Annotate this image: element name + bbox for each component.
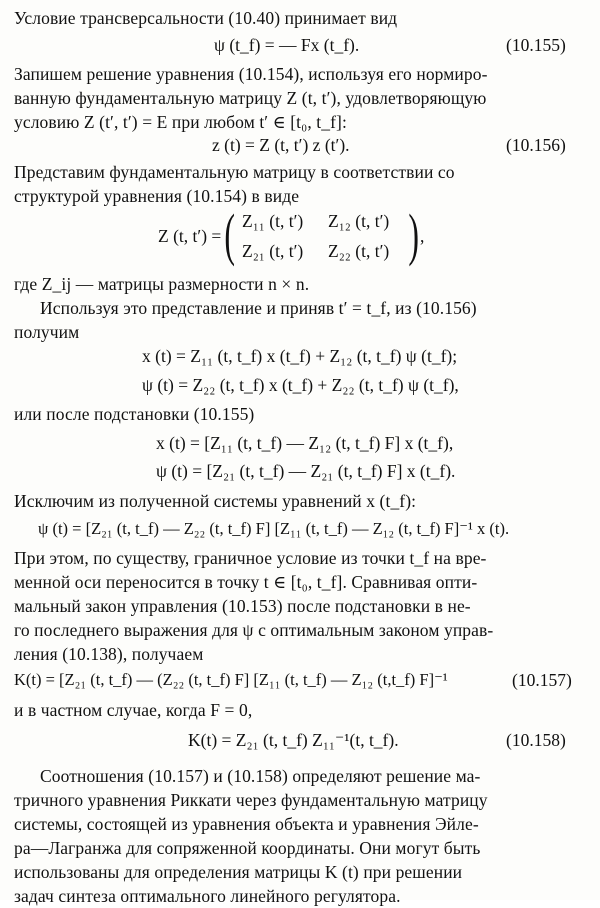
text-line: условию Z (t′, t′) = E при любом t′ ∈ [t₀, t_f]: [14, 112, 347, 132]
text-line: мальный закон управления (10.153) после подстановки в не- [14, 596, 471, 616]
text-line: Соотношения (10.157) и (10.158) определяют решение ма- [40, 766, 481, 786]
text-line: ра—Лагранжа для сопряженной координаты. Они могут быть [14, 838, 481, 858]
text-line: использованы для определения матрицы K (t) при решении [14, 862, 463, 882]
text-line: системы, состоящей из уравнения объекта и уравнения Эйле- [14, 814, 479, 834]
equation-psi-2: ψ (t) = [Z₂₁ (t, t_f) — Z₂₁ (t, t_f) F] x (t_f). [156, 461, 456, 481]
equation-number-10-155: (10.155) [506, 35, 566, 55]
text-line: или после подстановки (10.155) [14, 404, 255, 424]
text-line: менной оси переносится в точку t ∈ [t₀, t_f]. Сравнивая опти- [14, 572, 478, 592]
paragraph-eliminate [14, 489, 582, 513]
text-line: При этом, по существу, граничное условие из точки t_f на вре- [14, 548, 487, 568]
equation-10-155: ψ (t_f) = — Fx (t_f). [214, 35, 360, 55]
text-line: где Z_ij — матрицы размерности n × n. [14, 274, 310, 294]
paragraph-solution [14, 62, 582, 134]
left-parenthesis: ( [224, 202, 235, 267]
equation-number-10-157: (10.157) [512, 670, 572, 690]
paragraph-matrix-size [14, 272, 582, 296]
text-line: получим [14, 322, 80, 342]
equation-10-158: K(t) = Z₂₁ (t, t_f) Z₁₁⁻¹(t, t_f). [188, 730, 399, 750]
text-line: ванную фундаментальную матрицу Z (t, t′), удовлетворяющую [14, 88, 487, 108]
paragraph-conclusion [14, 764, 582, 908]
matrix-comma: , [420, 226, 425, 246]
text-line: Условие трансверсальности (10.40) принимает вид [14, 8, 398, 28]
matrix-lhs: Z (t, t′) = [158, 226, 222, 246]
paragraph-after-substitution [14, 402, 582, 426]
equation-x-1: x (t) = Z₁₁ (t, t_f) x (t_f) + Z₁₂ (t, t_f) ψ (t_f); [142, 346, 458, 366]
matrix-cell-12: Z₁₂ (t, t′) [328, 211, 390, 231]
paragraph-fundamental-matrix [14, 160, 582, 208]
paragraph-special-case [14, 698, 582, 722]
text-line: задач синтеза оптимального линейного регулятора. [14, 886, 401, 906]
matrix-cell-22: Z₂₂ (t, t′) [328, 241, 390, 261]
paragraph-using-representation [14, 296, 582, 344]
equation-10-156: z (t) = Z (t, t′) z (t′). [212, 135, 350, 155]
text-line: тричного уравнения Риккати через фундаментальную матрицу [14, 790, 488, 810]
text-line: Представим фундаментальную матрицу в соответствии со [14, 162, 455, 182]
text-line: и в частном случае, когда F = 0, [14, 700, 253, 720]
equation-10-157: K(t) = [Z₂₁ (t, t_f) — (Z₂₂ (t, t_f) F] [Z₁₁ (t, t_f) — Z₁₂ (t,t_f) F]⁻¹ [14, 670, 448, 689]
paragraph-transversality [14, 6, 582, 30]
text-line: го последнего выражения для ψ с оптимальным законом управ- [14, 620, 494, 640]
text-line: Исключим из полученной системы уравнений x (t_f): [14, 491, 417, 511]
right-parenthesis: ) [408, 202, 419, 267]
equation-number-10-156: (10.156) [506, 135, 566, 155]
matrix-cell-21: Z₂₁ (t, t′) [242, 241, 304, 261]
text-line: ления (10.138), получаем [14, 644, 204, 664]
text-line: Запишем решение уравнения (10.154), используя его нормиро- [14, 64, 488, 84]
matrix-cell-11: Z₁₁ (t, t′) [242, 211, 304, 231]
paragraph-boundary-condition [14, 546, 582, 666]
equation-number-10-158: (10.158) [506, 730, 566, 750]
text-line: Используя это представление и приняв t′ = t_f, из (10.156) [40, 298, 477, 318]
equation-psi-3: ψ (t) = [Z₂₁ (t, t_f) — Z₂₂ (t, t_f) F] [Z₁₁ (t, t_f) — Z₁₂ (t, t_f) F]⁻¹ x (t). [38, 519, 510, 538]
equation-x-2: x (t) = [Z₁₁ (t, t_f) — Z₁₂ (t, t_f) F] x (t_f), [156, 433, 454, 453]
equation-psi-1: ψ (t) = Z₂₂ (t, t_f) x (t_f) + Z₂₂ (t, t_f) ψ (t_f), [142, 375, 459, 395]
text-line: структурой уравнения (10.154) в виде [14, 186, 300, 206]
